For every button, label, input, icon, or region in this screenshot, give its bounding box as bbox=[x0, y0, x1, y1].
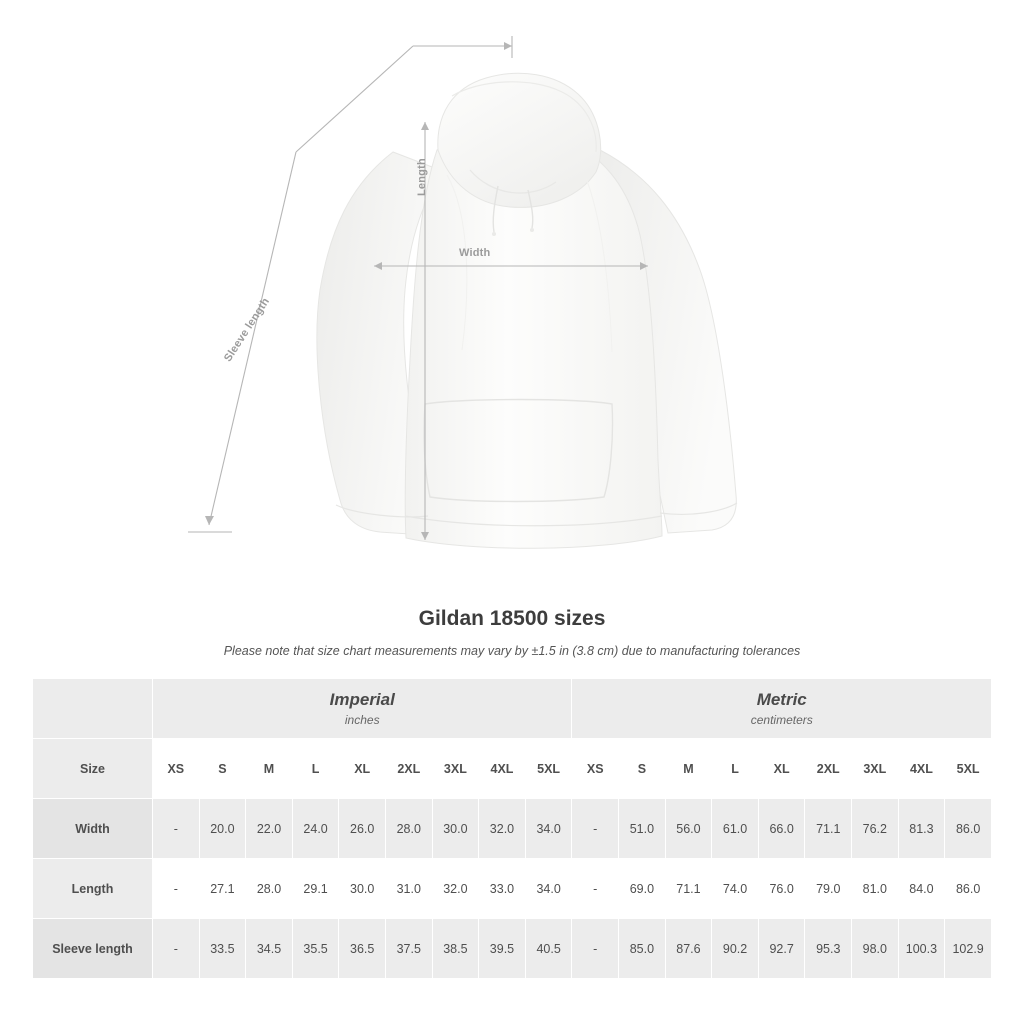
table-row bbox=[33, 919, 992, 979]
data-cell: 38.5 bbox=[432, 919, 479, 979]
data-cell: 36.5 bbox=[339, 919, 386, 979]
data-cell: 39.5 bbox=[479, 919, 526, 979]
data-cell: 84.0 bbox=[898, 859, 945, 919]
data-cell: 76.2 bbox=[852, 799, 899, 859]
column-header: L bbox=[292, 739, 339, 799]
column-header: M bbox=[665, 739, 712, 799]
length-dimension-label: Length bbox=[416, 158, 428, 196]
data-cell: - bbox=[572, 859, 619, 919]
column-header: 5XL bbox=[945, 739, 992, 799]
sleeve-length-dimension-label: Sleeve length bbox=[221, 295, 273, 364]
data-cell: 32.0 bbox=[479, 799, 526, 859]
column-header: 2XL bbox=[805, 739, 852, 799]
data-cell: 34.5 bbox=[246, 919, 293, 979]
data-cell: 79.0 bbox=[805, 859, 852, 919]
metric-subtitle: centimeters bbox=[750, 713, 813, 728]
data-cell: 28.0 bbox=[385, 799, 432, 859]
size-label-cell: Size bbox=[33, 739, 153, 799]
data-cell: 61.0 bbox=[712, 799, 759, 859]
data-cell: 92.7 bbox=[758, 919, 805, 979]
column-header: 2XL bbox=[385, 739, 432, 799]
data-cell: - bbox=[572, 919, 619, 979]
row-label-width: Width bbox=[33, 799, 153, 859]
column-header: M bbox=[246, 739, 293, 799]
data-cell: 81.3 bbox=[898, 799, 945, 859]
data-cell: 74.0 bbox=[712, 859, 759, 919]
data-cell: 32.0 bbox=[432, 859, 479, 919]
hoodie-garment-shape bbox=[317, 73, 737, 548]
row-label-sleeve-length: Sleeve length bbox=[33, 919, 153, 979]
column-header: XS bbox=[153, 739, 200, 799]
data-cell: 85.0 bbox=[619, 919, 666, 979]
data-cell: 34.0 bbox=[525, 859, 572, 919]
data-cell: - bbox=[153, 919, 200, 979]
data-cell: 30.0 bbox=[339, 859, 386, 919]
column-header: L bbox=[712, 739, 759, 799]
imperial-subtitle: inches bbox=[344, 713, 380, 728]
data-cell: 26.0 bbox=[339, 799, 386, 859]
data-cell: 31.0 bbox=[385, 859, 432, 919]
data-cell: 24.0 bbox=[292, 799, 339, 859]
data-cell: 90.2 bbox=[712, 919, 759, 979]
data-cell: 30.0 bbox=[432, 799, 479, 859]
data-cell: 71.1 bbox=[665, 859, 712, 919]
table-row bbox=[33, 859, 992, 919]
data-cell: 34.0 bbox=[525, 799, 572, 859]
data-cell: 100.3 bbox=[898, 919, 945, 979]
data-cell: 76.0 bbox=[758, 859, 805, 919]
data-cell: - bbox=[572, 799, 619, 859]
data-cell: 69.0 bbox=[619, 859, 666, 919]
data-cell: 56.0 bbox=[665, 799, 712, 859]
data-cell: 33.5 bbox=[199, 919, 246, 979]
data-cell: 102.9 bbox=[945, 919, 992, 979]
data-cell: 95.3 bbox=[805, 919, 852, 979]
data-cell: 33.0 bbox=[479, 859, 526, 919]
data-cell: 66.0 bbox=[758, 799, 805, 859]
size-chart-table bbox=[32, 678, 992, 979]
data-cell: 86.0 bbox=[945, 859, 992, 919]
column-header: S bbox=[619, 739, 666, 799]
title-block bbox=[0, 607, 1024, 658]
size-header-row bbox=[33, 739, 992, 799]
data-cell: 29.1 bbox=[292, 859, 339, 919]
data-cell: 86.0 bbox=[945, 799, 992, 859]
metric-name: Metric bbox=[756, 689, 807, 709]
data-cell: 81.0 bbox=[852, 859, 899, 919]
imperial-header bbox=[153, 679, 572, 739]
column-header: 5XL bbox=[525, 739, 572, 799]
data-cell: 35.5 bbox=[292, 919, 339, 979]
imperial-name: Imperial bbox=[329, 689, 395, 709]
column-header: XS bbox=[572, 739, 619, 799]
data-cell: - bbox=[153, 859, 200, 919]
row-label-length: Length bbox=[33, 859, 153, 919]
column-header: 3XL bbox=[432, 739, 479, 799]
data-cell: 28.0 bbox=[246, 859, 293, 919]
table-corner-cell bbox=[33, 679, 153, 739]
size-chart-table-wrapper bbox=[32, 678, 992, 979]
column-header: S bbox=[199, 739, 246, 799]
data-cell: 98.0 bbox=[852, 919, 899, 979]
data-cell: 22.0 bbox=[246, 799, 293, 859]
data-cell: 40.5 bbox=[525, 919, 572, 979]
data-cell: 20.0 bbox=[199, 799, 246, 859]
column-header: XL bbox=[339, 739, 386, 799]
column-header: 4XL bbox=[898, 739, 945, 799]
column-header: XL bbox=[758, 739, 805, 799]
page-title: Gildan 18500 sizes bbox=[418, 607, 606, 630]
data-cell: 37.5 bbox=[385, 919, 432, 979]
metric-header bbox=[572, 679, 992, 739]
data-cell: 71.1 bbox=[805, 799, 852, 859]
unit-header-row bbox=[33, 679, 992, 739]
data-cell: - bbox=[153, 799, 200, 859]
column-header: 4XL bbox=[479, 739, 526, 799]
data-cell: 51.0 bbox=[619, 799, 666, 859]
data-cell: 27.1 bbox=[199, 859, 246, 919]
column-header: 3XL bbox=[852, 739, 899, 799]
width-dimension-label: Width bbox=[459, 247, 491, 259]
data-cell: 87.6 bbox=[665, 919, 712, 979]
table-row bbox=[33, 799, 992, 859]
tolerance-note: Please note that size chart measurements may vary by ±1.5 in (3.8 cm) due to manufacturing tolerances bbox=[223, 644, 801, 658]
